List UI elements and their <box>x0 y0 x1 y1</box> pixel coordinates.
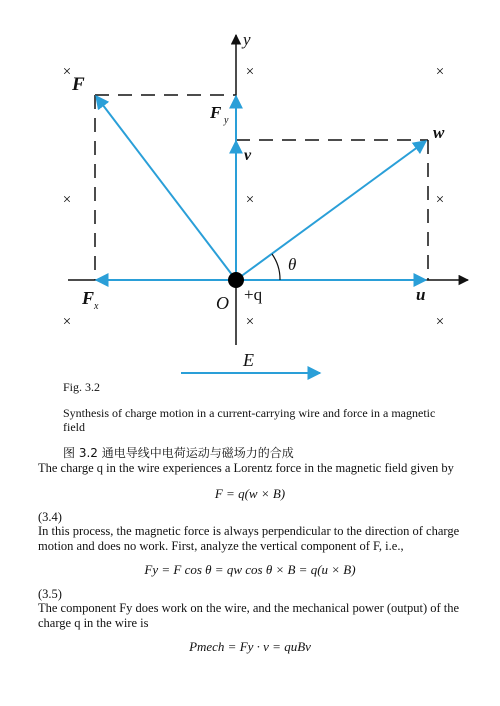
vector-F <box>96 96 236 280</box>
field-cross-icon: × <box>245 314 255 330</box>
theta-arc <box>272 254 280 280</box>
u-label: u <box>416 285 426 304</box>
field-cross-icon: × <box>62 64 72 80</box>
equation-number-3-4: (3.4) <box>38 510 62 524</box>
paragraph-lorentz: The charge q in the wire experiences a Lorentz force in the magnetic field given by <box>38 461 454 475</box>
Fx-subscript: x <box>94 301 99 312</box>
figure-number: Fig. 3.2 <box>63 380 101 394</box>
E-label: E <box>243 350 254 370</box>
field-cross-icon: × <box>435 192 445 208</box>
field-cross-icon: × <box>245 64 255 80</box>
charge-label: +q <box>244 285 263 304</box>
field-cross-icon: × <box>62 192 72 208</box>
figure-caption-zh: 图 3.2 通电导线中电荷运动与磁场力的合成 <box>63 446 294 460</box>
equation-vertical-component: Fy = F cos θ = qw cos θ × B = q(u × B) <box>144 562 356 577</box>
field-cross-icon: × <box>435 314 445 330</box>
field-cross-icon: × <box>62 314 72 330</box>
w-label: w <box>433 123 445 142</box>
Fy-subscript: y <box>224 115 229 126</box>
field-cross-icon: × <box>245 192 255 208</box>
equation-number-3-5: (3.5) <box>38 587 62 601</box>
paragraph-mechanical-power: The component Fy does work on the wire, and the mechanical power (output) of the charge q in the wire is <box>38 601 460 630</box>
origin-label: O <box>216 293 229 313</box>
F-label: F <box>72 74 85 95</box>
v-label: v <box>244 147 252 164</box>
equation-mechanical-power: Pmech = Fy · v = quBv <box>189 639 311 654</box>
theta-label: θ <box>288 255 297 274</box>
paragraph-vertical-component: In this process, the magnetic force is always perpendicular to the direction of charge motion and does no work. First, analyze the vertical component of F, i.e., <box>38 524 460 553</box>
vector-w <box>236 141 426 280</box>
field-cross-icon: × <box>435 64 445 80</box>
Fx-label: F <box>82 288 95 308</box>
y-axis-label: y <box>243 30 251 49</box>
figure-caption-en: Synthesis of charge motion in a current-carrying wire and force in a magnetic field <box>63 406 436 434</box>
equation-lorentz-force: F = q(w × B) <box>214 486 286 501</box>
charge-dot <box>228 272 244 288</box>
Fy-label: F <box>210 103 222 122</box>
